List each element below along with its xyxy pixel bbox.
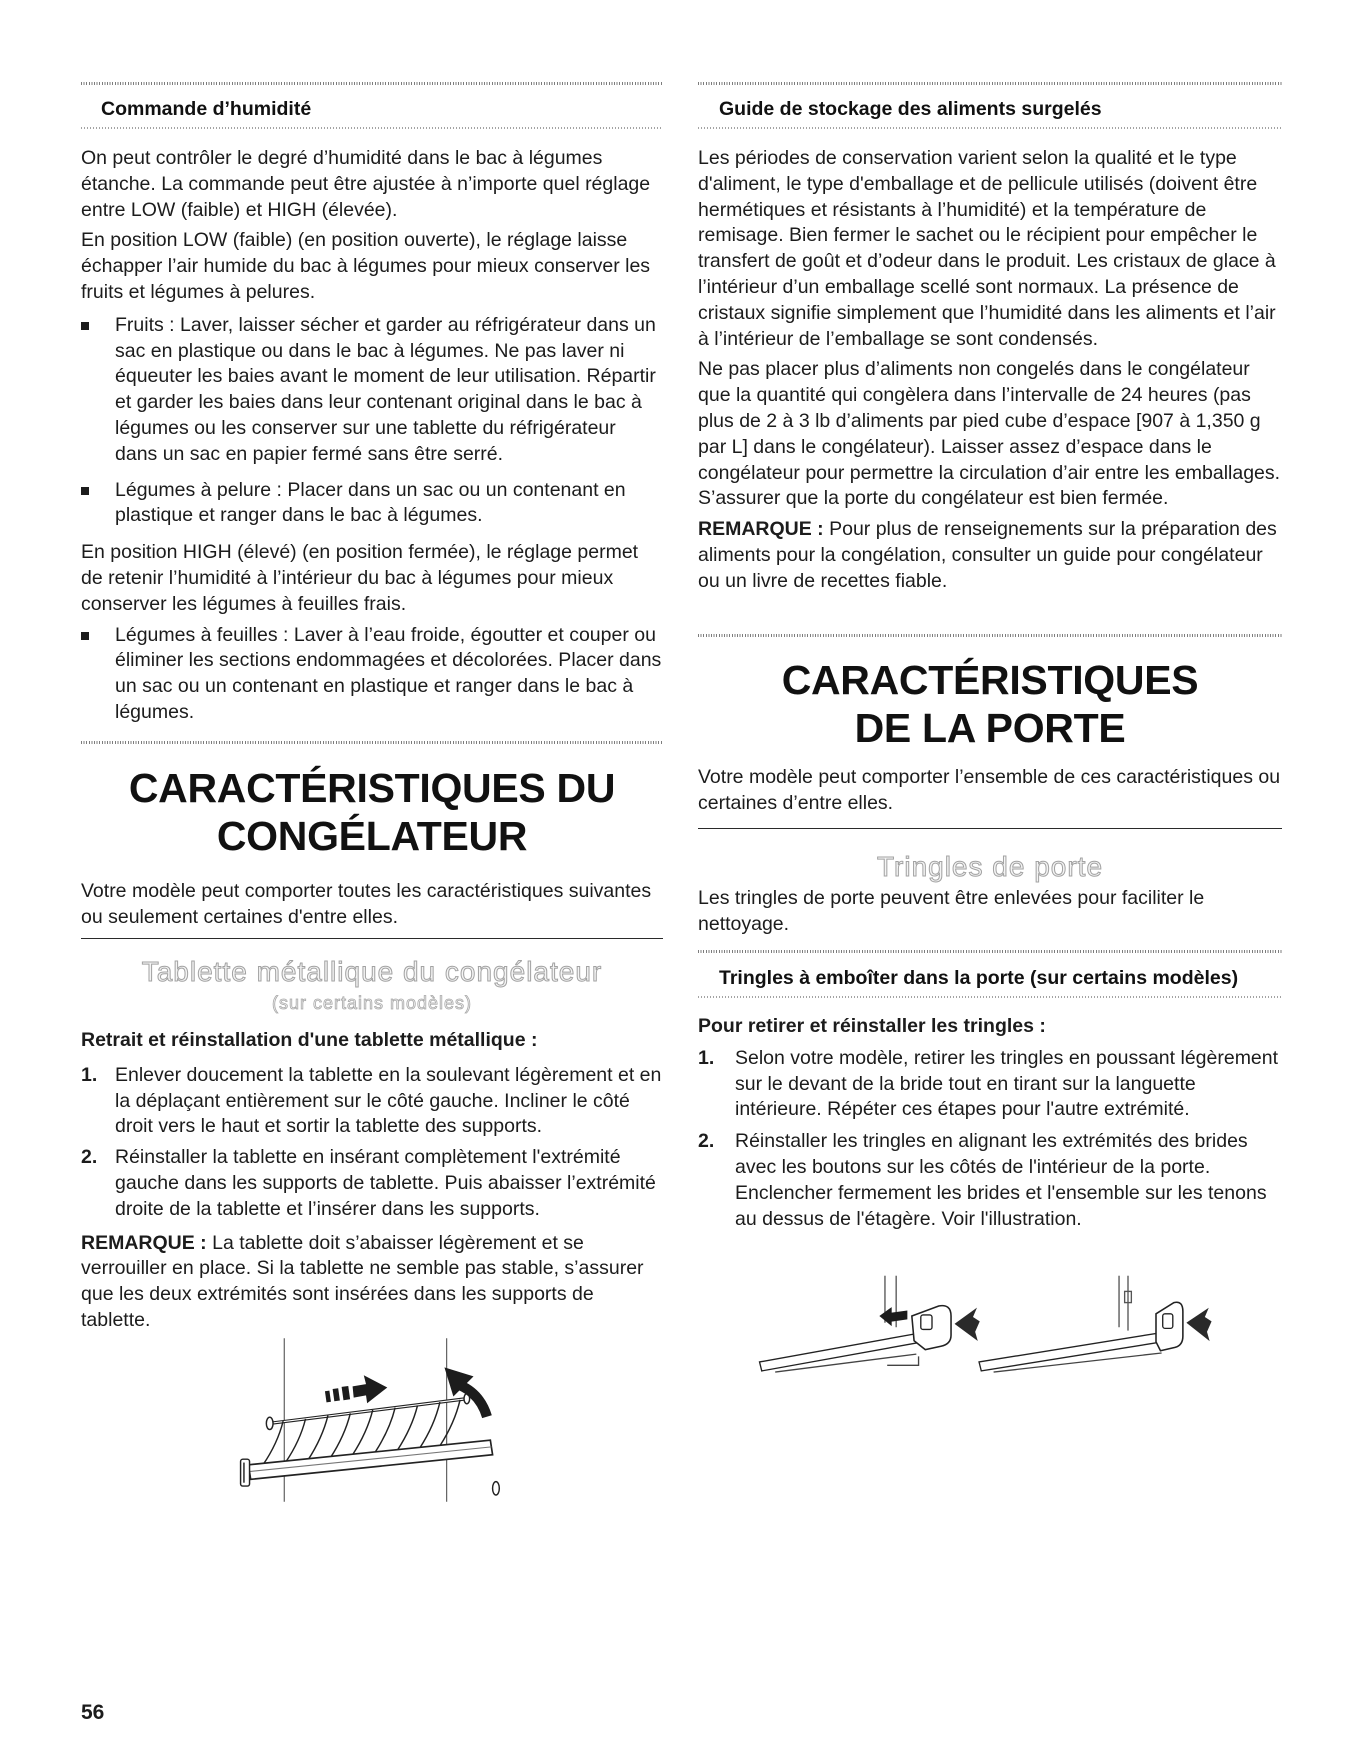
section-rule bbox=[698, 950, 1282, 953]
step-number: 1. bbox=[81, 1063, 98, 1086]
snap-in-bins-heading: Tringles à emboîter dans la porte (sur certains modèles) bbox=[719, 967, 1239, 989]
section-rule bbox=[698, 82, 1282, 85]
instructions-heading: Pour retirer et réinstaller les tringles : bbox=[698, 1015, 1046, 1037]
frozen-food-guide-heading: Guide de stockage des aliments surgelés bbox=[719, 98, 1102, 120]
door-rail-right bbox=[979, 1276, 1183, 1372]
step-item bbox=[698, 1129, 1282, 1232]
paragraph: En position HIGH (élevé) (en position fermée), le réglage permet de retenir l’humidité à l’intérieur du bac à légumes pour mieux conserver les légumes à feuilles frais. bbox=[81, 541, 639, 615]
door-rail-left bbox=[760, 1276, 952, 1372]
push-arrow-icon bbox=[1187, 1309, 1211, 1339]
step-number: 1. bbox=[698, 1046, 715, 1069]
step-text: Réinstaller les tringles en alignant les extrémités des brides avec les boutons sur les côtés de l'intérieur de la porte. Enclencher fermement les brides et l'ensemble sur les tenons au dessus de l'étagère. Voir l'illustration. bbox=[735, 1130, 1267, 1230]
paragraph: En position LOW (faible) (en position ouverte), le réglage laisse échapper l’air humide du bac à légumes pour mieux conserver les fruits et légumes à pelures. bbox=[81, 229, 651, 303]
step-number: 2. bbox=[698, 1130, 715, 1153]
bullet-text: Fruits : Laver, laisser sécher et garder au réfrigérateur dans un sac en plastique ou dans le bac à légumes. Ne pas laver ni équeuter les baies avant le moment de leur utilisation. Répartir et garder les baies dans leur contenant original dans le bac à légumes ou les conserver sur une tablette du réfrigérateur dans un sac en papier fermé sans être serré. bbox=[115, 313, 656, 465]
freezer-features-title bbox=[81, 764, 663, 860]
step-text: Réinstaller la tablette en insérant complètement l'extrémité gauche dans les supports de tablette. Puis abaisser l’extrémité droite de la tablette et l’insérer dans les supports. bbox=[115, 1146, 656, 1220]
bullet-text: Légumes à feuilles : Laver à l’eau froide, égoutter et couper ou éliminer les sections endommagées et décolorées. Placer dans un sac ou un contenant en plastique et ranger dans le bac à légumes. bbox=[115, 623, 662, 723]
paragraph: Les périodes de conservation varient selon la qualité et le type d'aliment, le type d'emballage et de pellicule utilisés (doivent être hermétiques et résistants à l’humidité) et la température de remisage. Bien fermer le sachet ou le récipient pour empêcher le transfert de goût et d’odeur dans le produit. Les cristaux de glace à l’intérieur d’un emballage scellé sont normaux. La présence de cristaux signifie simplement que l’humidité dans les aliments et l’air à l’intérieur de l’emballage se sont condensés. bbox=[698, 147, 1276, 350]
page-number: 56 bbox=[81, 1701, 105, 1724]
remark-label: REMARQUE : bbox=[81, 1231, 207, 1254]
section-rule bbox=[698, 127, 1282, 129]
title-line: CARACTÉRISTIQUES bbox=[781, 657, 1199, 703]
step-item bbox=[698, 1046, 1282, 1123]
push-arrow-icon bbox=[956, 1309, 980, 1339]
shelf-subheading: Tablette métallique du congélateur bbox=[141, 956, 603, 987]
section-rule bbox=[698, 634, 1282, 637]
section-rule bbox=[81, 82, 663, 85]
paragraph: Ne pas placer plus d’aliments non congelés dans le congélateur que la quantité qui congèlera dans l’intervalle de 24 heures (pas plus de 2 à 3 lb d’aliments par pied cube d’espace [907 à 1,350 g par L] dans le congélateur). Laisser assez d’espace dans le congélateur pour permettre la circulation d’air entre les emballages. S’assurer que la porte du congélateur est bien fermée. bbox=[698, 358, 1281, 510]
arrow-left-icon bbox=[879, 1307, 907, 1326]
frozen-food-guide-body bbox=[698, 146, 1282, 595]
step-item bbox=[81, 1063, 663, 1140]
title-line: CARACTÉRISTIQUES DU bbox=[128, 765, 616, 811]
square-bullet-icon bbox=[81, 322, 89, 330]
remark bbox=[698, 517, 1282, 594]
door-bins-subheading: Tringles de porte bbox=[876, 851, 1104, 882]
curved-arrow-icon bbox=[444, 1367, 487, 1416]
humidity-control-heading: Commande d’humidité bbox=[101, 98, 312, 120]
freezer-features-intro: Votre modèle peut comporter toutes les caractéristiques suivantes ou seulement certaines d'entre elles. bbox=[81, 880, 652, 928]
shelf-instructions bbox=[81, 1028, 663, 1334]
section-rule bbox=[81, 127, 663, 129]
remark-text: Pour plus de renseignements sur la préparation des aliments pour la congélation, consulter un guide pour congélateur ou un livre de recettes fiable. bbox=[698, 518, 1277, 592]
section-rule bbox=[698, 996, 1282, 998]
humidity-control-body bbox=[81, 146, 663, 726]
bullet-item bbox=[81, 478, 663, 530]
square-bullet-icon bbox=[81, 487, 89, 495]
step-number: 2. bbox=[81, 1146, 98, 1169]
title-line: DE LA PORTE bbox=[854, 705, 1126, 751]
divider bbox=[81, 938, 663, 939]
door-features-intro: Votre modèle peut comporter l’ensemble de ces caractéristiques ou certaines d’entre elles. bbox=[698, 766, 1281, 814]
remark bbox=[81, 1231, 663, 1334]
shelf-subheading-note: (sur certains modèles) bbox=[271, 993, 473, 1013]
arrow-right-icon bbox=[325, 1375, 387, 1403]
square-bullet-icon bbox=[81, 632, 89, 640]
bullet-item bbox=[81, 623, 663, 726]
step-text: Selon votre modèle, retirer les tringles en poussant légèrement sur le devant de la bride tout en tirant sur la languette intérieure. Répéter ces étapes pour l'autre extrémité. bbox=[735, 1046, 1279, 1121]
door-bins-text: Les tringles de porte peuvent être enlevées pour faciliter le nettoyage. bbox=[698, 887, 1205, 935]
shelf-illustration bbox=[230, 1336, 511, 1504]
bullet-item bbox=[81, 313, 663, 468]
instructions-heading: Retrait et réinstallation d'une tablette métallique : bbox=[81, 1029, 538, 1051]
remark-label: REMARQUE : bbox=[698, 518, 824, 541]
door-rail-illustration bbox=[752, 1269, 1224, 1381]
step-item bbox=[81, 1145, 663, 1222]
title-line: CONGÉLATEUR bbox=[216, 813, 528, 859]
wire-shelf bbox=[241, 1394, 500, 1495]
snap-in-bins-instructions bbox=[698, 1014, 1282, 1232]
bullet-text: Légumes à pelure : Placer dans un sac ou un contenant en plastique et ranger dans le bac à légumes. bbox=[115, 478, 626, 527]
remark-text: La tablette doit s’abaisser légèrement et se verrouiller en place. Si la tablette ne semble pas stable, s’assurer que les deux extrémités sont insérées dans les supports de tablette. bbox=[81, 1231, 644, 1331]
divider bbox=[698, 828, 1282, 829]
step-text: Enlever doucement la tablette en la soulevant légèrement et en la déplaçant entièrement sur le côté gauche. Incliner le côté droit vers le haut et sortir la tablette des supports. bbox=[115, 1063, 662, 1138]
paragraph: On peut contrôler le degré d’humidité dans le bac à légumes étanche. La commande peut être ajustée à n’importe quel réglage entre LOW (faible) et HIGH (élevée). bbox=[81, 147, 651, 221]
door-features-title bbox=[698, 656, 1282, 752]
section-rule bbox=[81, 741, 663, 744]
